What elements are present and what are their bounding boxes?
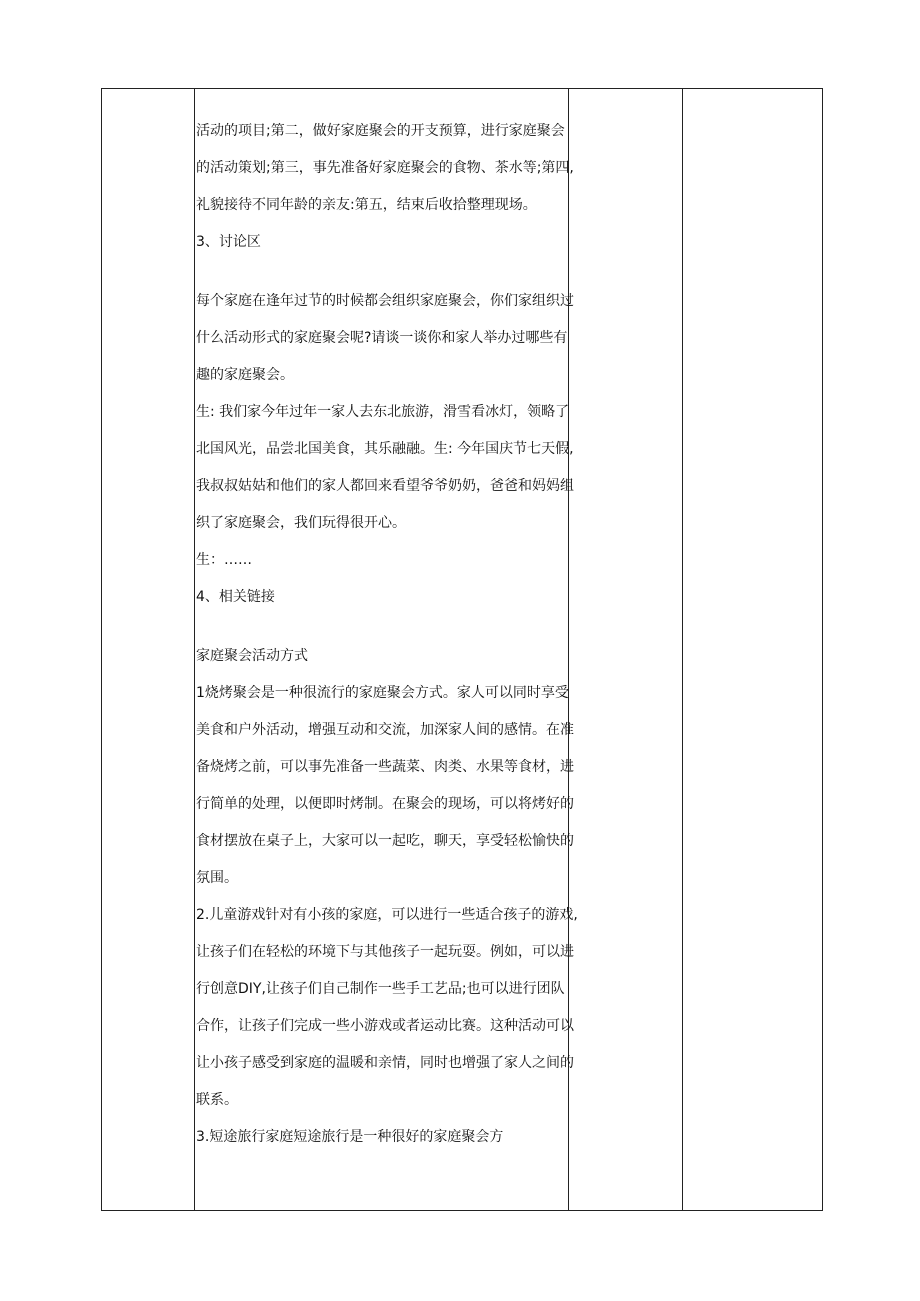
- text-line: 我叔叔姑姑和他们的家人都回来看望爷爷奶奶，爸爸和妈妈组: [196, 478, 574, 494]
- text-line: 美食和户外活动，增强互动和交流，加深家人间的感情。在准: [196, 722, 574, 738]
- left-column-cell: [102, 89, 195, 1211]
- text-line: 行创意DIY,让孩子们自己制作一些手工艺品;也可以进行团队: [196, 981, 565, 997]
- text-line: 1烧烤聚会是一种很流行的家庭聚会方式。家人可以同时享受: [196, 685, 569, 701]
- section-heading-discussion: 3、讨论区: [196, 234, 261, 250]
- text-line: 3.短途旅行家庭短途旅行是一种很好的家庭聚会方: [196, 1129, 504, 1145]
- text-line: 联系。: [196, 1092, 238, 1108]
- third-column-cell: [569, 89, 683, 1211]
- spacer: [196, 616, 566, 638]
- text-line: 礼貌接待不同年龄的亲友:第五，结束后收拾整理现场。: [196, 197, 537, 213]
- text-line: 备烧烤之前，可以事先准备一些蔬菜、肉类、水果等食材，进: [196, 759, 574, 775]
- text-line: 让小孩子感受到家庭的温暖和亲情，同时也增强了家人之间的: [196, 1055, 574, 1071]
- text-line: 让孩子们在轻松的环境下与其他孩子一起玩耍。例如，可以进: [196, 944, 574, 960]
- lesson-plan-table: [101, 88, 823, 1211]
- text-line: 2.儿童游戏针对有小孩的家庭，可以进行一些适合孩子的游戏,: [196, 907, 578, 923]
- text-line: 合作，让孩子们完成一些小游戏或者运动比赛。这种活动可以: [196, 1018, 574, 1034]
- text-line: 趣的家庭聚会。: [196, 367, 294, 383]
- text-line: 食材摆放在桌子上，大家可以一起吃，聊天，享受轻松愉快的: [196, 833, 574, 849]
- text-line: 织了家庭聚会，我们玩得很开心。: [196, 515, 406, 531]
- text-line: 的活动策划;第三，事先准备好家庭聚会的食物、茶水等;第四,: [196, 160, 574, 176]
- text-line: 氛围。: [196, 870, 238, 886]
- content-column-cell: [195, 89, 578, 1211]
- spacer: [196, 261, 566, 283]
- content-text: [195, 89, 578, 1156]
- text-line: 生：……: [196, 552, 252, 568]
- text-line: 生: 我们家今年过年一家人去东北旅游，滑雪看冰灯，领略了: [196, 404, 570, 420]
- text-line: 每个家庭在逢年过节的时候都会组织家庭聚会，你们家组织过: [196, 293, 574, 309]
- section-heading-links: 4、相关链接: [196, 589, 275, 605]
- text-line: 活动的项目;第二，做好家庭聚会的开支预算，进行家庭聚会: [196, 123, 565, 139]
- text-line: 行简单的处理，以便即时烤制。在聚会的现场，可以将烤好的: [196, 796, 574, 812]
- right-column-cell: [683, 89, 823, 1211]
- text-line: 什么活动形式的家庭聚会呢?请谈一谈你和家人举办过哪些有: [196, 330, 568, 346]
- table-row: [102, 89, 823, 1211]
- subheading: 家庭聚会活动方式: [196, 648, 308, 664]
- text-line: 北国风光，品尝北国美食，其乐融融。生: 今年国庆节七天假,: [196, 441, 574, 457]
